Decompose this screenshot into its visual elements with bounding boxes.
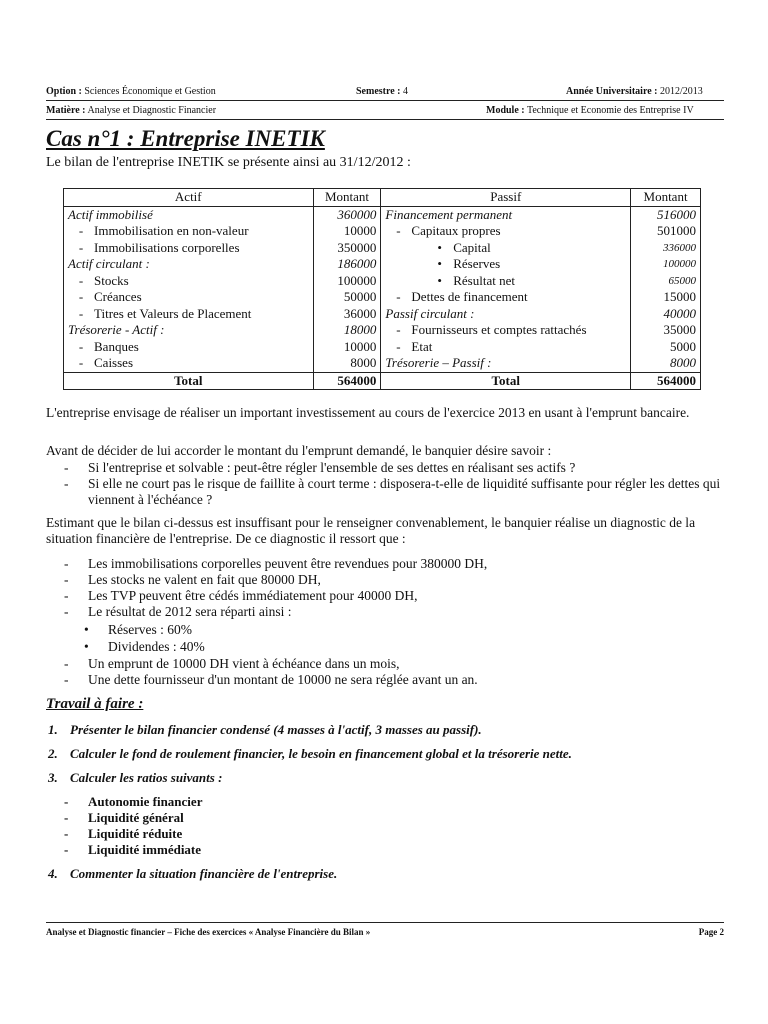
table-row xyxy=(64,206,701,223)
col-header-actif: Actif xyxy=(64,189,314,207)
header-semestre: Semestre : 4 xyxy=(356,86,409,97)
task-item: 4. Commenter la situation financière de l'entreprise. xyxy=(48,866,338,881)
header-annee: Année Universitaire : 2012/2013 xyxy=(566,86,703,97)
ratio-item: - Liquidité immédiate xyxy=(64,842,202,857)
ratio-item: - Autonomie financier xyxy=(64,794,203,809)
actif-label-cell: - Immobilisations corporelles xyxy=(64,240,314,257)
actif-amount-cell: 50000 xyxy=(313,289,381,306)
passif-label-cell: Passif circulant : xyxy=(381,306,631,323)
paragraph-banquier: Avant de décider de lui accorder le montant du l'emprunt demandé, le banquier désire savoir : xyxy=(46,443,552,458)
task-item: 3. Calculer les ratios suivants : xyxy=(48,770,223,785)
table-row xyxy=(64,306,701,323)
actif-amount-cell: 350000 xyxy=(313,240,381,257)
table-row xyxy=(64,240,701,257)
task-item: 2. Calculer le fond de roulement financier, le besoin en financement global et la trésorerie nette. xyxy=(48,746,572,761)
table-row xyxy=(64,289,701,306)
passif-label-cell: • Réserves xyxy=(381,256,631,273)
actif-label-cell: - Titres et Valeurs de Placement xyxy=(64,306,314,323)
actif-label-cell: - Stocks xyxy=(64,273,314,290)
table-row xyxy=(64,256,701,273)
table-row xyxy=(64,339,701,356)
passif-amount-cell: 65000 xyxy=(631,273,701,290)
passif-amount-cell: 336000 xyxy=(631,240,701,257)
table-row xyxy=(64,223,701,240)
passif-amount-cell: 5000 xyxy=(631,339,701,356)
passif-label-cell: - Fournisseurs et comptes rattachés xyxy=(381,322,631,339)
paragraph-diagnostic: Estimant que le bilan ci-dessus est insuffisant pour le renseigner convenablement, le banquier réalise un diagnostic de la situation financière de l'entreprise. De ce diagnostic il ressort que : xyxy=(46,515,696,546)
actif-amount-cell: 186000 xyxy=(313,256,381,273)
actif-amount-cell: 36000 xyxy=(313,306,381,323)
table-row xyxy=(64,322,701,339)
passif-amount-cell: 100000 xyxy=(631,256,701,273)
passif-amount-cell: 15000 xyxy=(631,289,701,306)
footer-left: Analyse et Diagnostic financier – Fiche des exercices « Analyse Financière du Bilan » xyxy=(46,927,371,937)
total-label-actif: Total xyxy=(64,372,314,390)
header-module: Module : Technique et Economie des Entreprise IV xyxy=(486,105,694,116)
actif-label-cell: - Caisses xyxy=(64,355,314,372)
passif-label-cell: - Etat xyxy=(381,339,631,356)
header-matiere: Matière : Analyse et Diagnostic Financier xyxy=(46,105,217,116)
footer-divider xyxy=(46,922,724,923)
intro-text: Le bilan de l'entreprise INETIK se présente ainsi au 31/12/2012 : xyxy=(46,155,411,170)
passif-amount-cell: 35000 xyxy=(631,322,701,339)
actif-amount-cell: 360000 xyxy=(313,206,381,223)
page-number: Page 2 xyxy=(698,927,724,937)
total-passif: 564000 xyxy=(631,372,701,390)
actif-label-cell: - Banques xyxy=(64,339,314,356)
col-header-montant-actif: Montant xyxy=(313,189,381,207)
actif-label-cell: - Créances xyxy=(64,289,314,306)
passif-label-cell: Trésorerie – Passif : xyxy=(381,355,631,372)
passif-amount-cell: 516000 xyxy=(631,206,701,223)
actif-label-cell: Actif immobilisé xyxy=(64,206,314,223)
table-total-row xyxy=(64,372,701,390)
ratio-item: - Liquidité général xyxy=(64,810,184,825)
passif-label-cell: - Dettes de financement xyxy=(381,289,631,306)
header-divider-bottom xyxy=(46,119,724,120)
actif-label-cell: Actif circulant : xyxy=(64,256,314,273)
table-row xyxy=(64,355,701,372)
col-header-montant-passif: Montant xyxy=(631,189,701,207)
travail-title: Travail à faire : xyxy=(46,696,144,712)
actif-amount-cell: 10000 xyxy=(313,339,381,356)
table-row xyxy=(64,273,701,290)
passif-label-cell: • Résultat net xyxy=(381,273,631,290)
passif-amount-cell: 8000 xyxy=(631,355,701,372)
total-actif: 564000 xyxy=(313,372,381,390)
passif-label-cell: Financement permanent xyxy=(381,206,631,223)
passif-amount-cell: 40000 xyxy=(631,306,701,323)
case-title: Cas n°1 : Entreprise INETIK xyxy=(46,126,325,151)
actif-amount-cell: 8000 xyxy=(313,355,381,372)
passif-amount-cell: 501000 xyxy=(631,223,701,240)
header-option: Option : Sciences Économique et Gestion xyxy=(46,86,216,97)
total-label-passif: Total xyxy=(381,372,631,390)
actif-amount-cell: 18000 xyxy=(313,322,381,339)
balance-sheet-table xyxy=(63,188,701,390)
passif-label-cell: - Capitaux propres xyxy=(381,223,631,240)
actif-label-cell: Trésorerie - Actif : xyxy=(64,322,314,339)
task-item: 1. Présenter le bilan financier condensé (4 masses à l'actif, 3 masses au passif). xyxy=(48,722,482,737)
col-header-passif: Passif xyxy=(381,189,631,207)
actif-amount-cell: 10000 xyxy=(313,223,381,240)
header-divider-top xyxy=(46,100,724,101)
actif-amount-cell: 100000 xyxy=(313,273,381,290)
paragraph-investissement: L'entreprise envisage de réaliser un important investissement au cours de l'exercice 2013 en usant à l'emprunt bancaire. xyxy=(46,405,690,420)
actif-label-cell: - Immobilisation en non-valeur xyxy=(64,223,314,240)
passif-label-cell: • Capital xyxy=(381,240,631,257)
ratio-item: - Liquidité réduite xyxy=(64,826,183,841)
table-header-row xyxy=(64,189,701,207)
